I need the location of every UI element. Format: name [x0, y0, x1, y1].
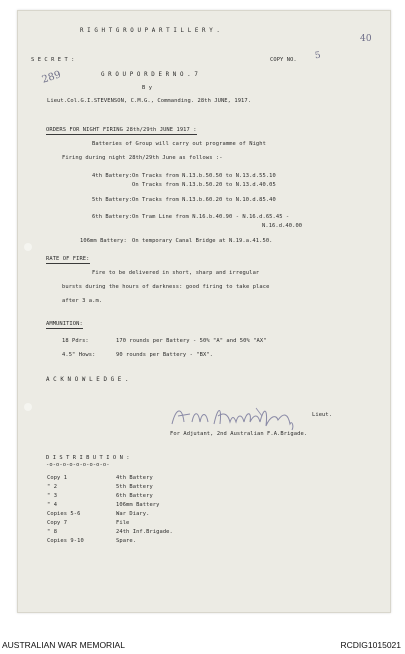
order-title: G R O U P O R D E R N O . 7: [101, 72, 198, 78]
commander-line: Lieut.Col.G.I.STEVENSON, C.M.G., Commanding. 28th JUNE, 1917.: [47, 98, 252, 104]
battery-label: 106mm Battery:: [80, 238, 127, 244]
distribution-copy: " 3: [47, 493, 58, 499]
distribution-copy: Copies 9-10: [47, 538, 84, 544]
ammo-label: 18 Pdrs:: [62, 338, 89, 344]
distribution-heading: D I S T R I B U T I O N :: [46, 455, 130, 461]
distribution-copy: Copy 1: [47, 475, 68, 481]
rate-heading: RATE OF FIRE:: [46, 256, 90, 262]
intro-line-1: Batteries of Group will carry out programme of Night: [92, 141, 266, 147]
distribution-copy: " 2: [47, 484, 58, 490]
orders-heading: ORDERS FOR NIGHT FIRING 28th/29th JUNE 1917 :: [46, 127, 197, 133]
distribution-copy: " 8: [47, 529, 58, 535]
battery-label: 6th Battery:: [92, 214, 133, 220]
ammo-text: 170 rounds per Battery - 50% "A" and 50% "AX": [116, 338, 267, 344]
rate-line-3: after 3 a.m.: [62, 298, 103, 304]
intro-line-2: Firing during night 28th/29th June as follows :-: [62, 155, 223, 161]
record-id: RCDIG1015021: [340, 640, 401, 650]
battery-target: On Tracks from N.13.b.50.50 to N.13.d.55.10: [132, 173, 276, 179]
copy-no-value: 5: [314, 50, 322, 62]
signatory-rank: Lieut.: [312, 412, 333, 418]
distribution-recipient: 24th Inf.Brigade.: [116, 529, 173, 535]
battery-label: 5th Battery:: [92, 197, 133, 203]
distribution-recipient: 5th Battery: [116, 484, 153, 490]
ammo-heading: AMMUNITION:: [46, 321, 83, 327]
punch-hole: [24, 403, 32, 411]
distribution-copy: Copies 5-6: [47, 511, 81, 517]
battery-label: 4th Battery:: [92, 173, 133, 179]
handwritten-signature: [168, 402, 308, 432]
battery-target: On Tracks from N.13.b.50.20 to N.13.d.40.05: [132, 182, 276, 188]
archive-credit: AUSTRALIAN WAR MEMORIAL: [2, 640, 125, 650]
distribution-copy: " 4: [47, 502, 58, 508]
battery-target: N.16.d.40.00: [262, 223, 303, 229]
distribution-recipient: 106mm Battery: [116, 502, 160, 508]
battery-target: On Tram Line from N.16.b.40.90 - N.16.d.65.45 -: [132, 214, 290, 220]
distribution-recipient: 6th Battery: [116, 493, 153, 499]
battery-target: On temporary Canal Bridge at N.19.a.41.50.: [132, 238, 273, 244]
distribution-recipient: 4th Battery: [116, 475, 153, 481]
distribution-dashes: -o-o-o-o-o-o-o-o-o-: [46, 462, 110, 468]
battery-target: On Tracks from N.13.b.60.20 to N.10.d.85.40: [132, 197, 276, 203]
ammo-label: 4.5" Hows:: [62, 352, 96, 358]
copy-no-label: COPY NO.: [270, 57, 297, 63]
by-line: B y: [142, 85, 153, 91]
distribution-recipient: War Diary.: [116, 511, 150, 517]
rate-line-2: bursts during the hours of darkness: good firing to take place: [62, 284, 270, 290]
rate-line-1: Fire to be delivered in short, sharp and irregular: [92, 270, 260, 276]
secret-label: S E C R E T :: [31, 57, 75, 63]
punch-hole: [24, 243, 32, 251]
ammo-text: 90 rounds per Battery - "BX".: [116, 352, 214, 358]
acknowledge: A C K N O W L E D G E .: [46, 377, 129, 383]
distribution-recipient: Spare.: [116, 538, 137, 544]
page-number-pencil: 40: [360, 34, 372, 44]
distribution-recipient: File: [116, 520, 130, 526]
folio-pencil: 289: [40, 69, 63, 86]
for-line: For Adjutant, 2nd Australian F.A.Brigade.: [170, 431, 308, 437]
unit-header: R I G H T G R O U P A R T I L L E R Y .: [80, 28, 221, 34]
distribution-copy: Copy 7: [47, 520, 68, 526]
